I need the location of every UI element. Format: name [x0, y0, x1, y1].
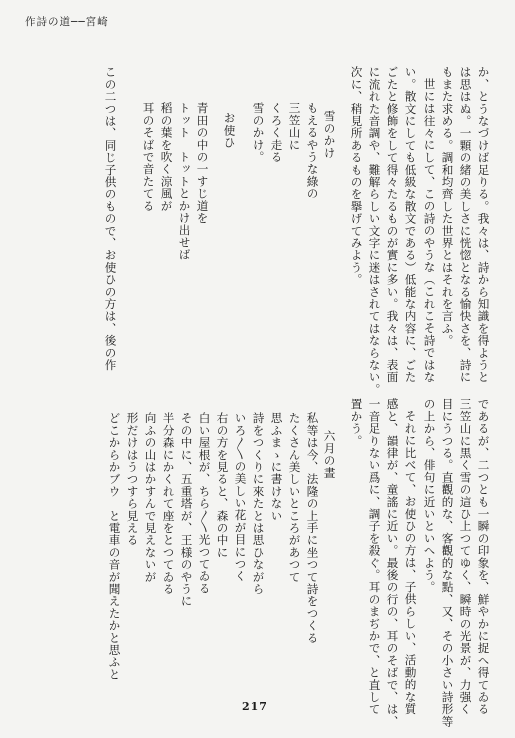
text-column: 思ふまゝに書けない: [269, 412, 284, 522]
text-column: トット トットとかけ出せば: [177, 102, 192, 261]
text-column: 世には往々にして、この詩のやうな（これこそ詩ではな: [422, 78, 437, 383]
text-column: もえるやうな綠の: [305, 102, 320, 200]
text-column: 三笠山に: [287, 102, 302, 151]
text-column: もまた求める。調和均齊した世界とはそれを言ふ。: [440, 66, 455, 347]
page-number: 217: [242, 700, 268, 713]
text-column: どこからかブウ と電車の音が聞えたかと思ふと: [107, 412, 122, 681]
text-column: 半分森にかくれて座をとつてゐる: [161, 412, 176, 595]
text-column: 感と、韻律が、童謠に近い。最後の行の、耳のそばで、は、: [385, 398, 400, 728]
text-column: 稻の葉を吹く涼風が: [159, 102, 174, 212]
text-column: 一音足りない爲に、調子を殺ぐ。耳のまぢかで、と直して: [367, 398, 382, 716]
text-column: くろく走る: [269, 102, 284, 163]
text-column: 雪のかけ: [322, 110, 337, 159]
text-column: か、とうなづけば足りる。我々は、詩から知識を得ようと: [476, 66, 491, 384]
text-column: その中に、五重塔が、王様のやうに: [179, 412, 194, 608]
text-column: いろ〳〵の美しい花が目につく: [233, 412, 248, 583]
text-column: い。散文にしても低級な散文である）低能な内容に、ごた: [403, 66, 418, 384]
text-column: お使ひ: [222, 112, 237, 149]
text-column: 白い屋根が、ちら〳〵光つてゐる: [197, 412, 212, 595]
text-column: 三笠山に黒く雪の這ひ上つてゆく、瞬時の光景が、力强く: [458, 398, 473, 716]
text-column: の上から、俳句に近いといへよう。: [422, 398, 437, 594]
text-column: 右の方を見ると、森の中に: [215, 412, 230, 559]
text-column: 雪のかけ。: [251, 102, 266, 163]
text-column: は思はぬ。一顆の緒の美しさに恍惚となる愉快さを、詩に: [458, 66, 473, 384]
text-column: 置かう。: [349, 398, 364, 447]
text-column: それに比べて、お使ひの方は、子供らしい、活動的な質: [403, 410, 418, 715]
text-column: 六月の晝: [322, 430, 337, 479]
text-column: 耳のそばで音たてる: [141, 102, 156, 212]
text-column: 形だけはうつすら見える: [125, 412, 140, 547]
text-column: たくさん美しいところがあつて: [287, 412, 302, 583]
text-column: ごたと修飾をして得々たるものが實に多い。我々は、表面: [385, 66, 400, 384]
text-column: 向ふの山はかすんで見えないが: [143, 412, 158, 583]
running-header: 作詩の道──宮崎: [25, 16, 109, 28]
text-column: に流れた音調や、難解らしい文字に迷はされてはならない。: [367, 66, 382, 396]
text-column: 次に、稍見所あるものを擧げてみよう。: [349, 66, 364, 286]
text-column: 目にうつる。直觀的な、客觀的な點、又、その小さい詩形等: [440, 398, 455, 728]
text-column: 詩をつくりに來たとは思ひながら: [251, 412, 266, 595]
text-column: であるが、二つとも一瞬の印象を、鮮やかに捉へ得てゐる: [476, 398, 491, 716]
text-column: 私等は今、法隆の上手に坐つて詩をつくる: [305, 412, 320, 644]
text-column: 青田の中の一すじ道を: [195, 102, 210, 224]
text-column: この二つは、同じ子供のもので、お使ひの方は、後の作: [103, 66, 118, 371]
